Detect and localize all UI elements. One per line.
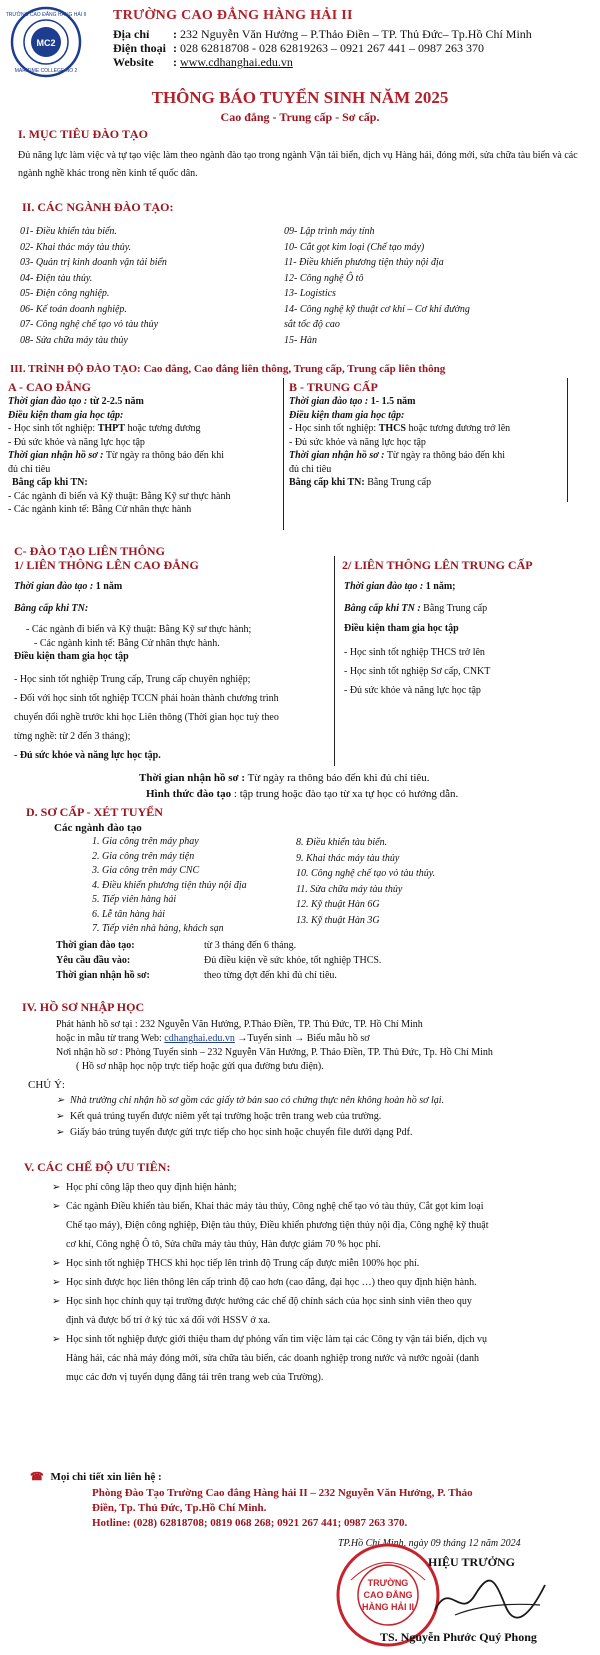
list-item: 11- Điều khiển phương tiện thủy nội địa bbox=[284, 257, 444, 268]
contact-label: Mọi chi tiết xin liên hệ : bbox=[50, 1471, 162, 1483]
so-cap-majors-label: Các ngành đào tạo bbox=[54, 822, 142, 834]
text: - Học sinh tốt nghiệp: bbox=[289, 423, 379, 434]
text: đủ chỉ tiêu bbox=[289, 463, 332, 475]
value: 1- 1.5 năm bbox=[370, 396, 416, 407]
label: Thời gian đào tạo : bbox=[344, 581, 424, 592]
svg-text:MARITIME COLLEGE NO 2: MARITIME COLLEGE NO 2 bbox=[14, 68, 78, 74]
section-5-heading: V. CÁC CHẾ ĐỘ ƯU TIÊN: bbox=[24, 1160, 171, 1174]
text: Hàng hải, các nhà máy đóng mới, sửa chữa tàu biển, các doanh nghiệp trong nước và nước ngoài (danh bbox=[66, 1353, 479, 1364]
text: Phát hành hồ sơ tại : 232 Nguyễn Văn Hưởng, P.Thảo Điền, TP. Thủ Đức, TP. Hồ Chí Minh bbox=[56, 1019, 423, 1030]
value: 1 năm; bbox=[425, 581, 456, 592]
label: Hình thức đào tạo bbox=[146, 788, 232, 800]
list-item: 10. Công nghệ chế tạo vỏ tàu thủy. bbox=[296, 868, 436, 879]
svg-text:TRƯỜNG: TRƯỜNG bbox=[367, 1578, 409, 1588]
text: Học sinh học chính quy tại trường được hưởng các chế độ chính sách của học sinh sinh viên theo quy bbox=[66, 1296, 472, 1307]
label: Điều kiện tham gia học tập: bbox=[8, 409, 124, 421]
address-value: 232 Nguyễn Văn Hưởng – P.Thảo Điền – TP. Thủ Đức– Tp.Hồ Chí Minh bbox=[180, 27, 532, 41]
lien-thong-form bbox=[146, 787, 458, 801]
text: Phòng Đào Tạo Trường Cao đẳng Hàng hải II – 232 Nguyễn Văn Hưởng, P. Thảo bbox=[92, 1487, 473, 1499]
label: Bằng cấp khi TN : bbox=[344, 602, 421, 614]
arrow-bullet-icon: ➢ bbox=[52, 1277, 61, 1288]
trung-cap-details bbox=[289, 395, 569, 490]
text: Hotline: (028) 62818708; 0819 068 268; 0921 267 441; 0987 263 370. bbox=[92, 1517, 408, 1529]
text: cơ khí, Công nghệ Ô tô, Sửa chữa máy tàu thủy, Hàn được giảm 70 % học phí. bbox=[66, 1239, 381, 1250]
school-logo bbox=[5, 6, 87, 78]
lien-thong-cd-details bbox=[14, 580, 334, 765]
list-item: 15- Hàn bbox=[284, 334, 318, 346]
text: THCS bbox=[378, 423, 406, 434]
text: Nhà trường chỉ nhận hồ sơ gồm các giấy tờ bản sao có chứng thực nên không hoàn hồ sơ lại. bbox=[70, 1095, 445, 1106]
text: - Đối với học sinh tốt nghiệp TCCN phải hoàn thành chương trình bbox=[14, 692, 279, 704]
text: Các ngành Điều khiển tàu biển, Khai thác máy tàu thủy, Công nghệ chế tạo vỏ tàu thủy, Cắt gọt kim loại bbox=[66, 1201, 484, 1212]
section-4-heading: IV. HỒ SƠ NHẬP HỌC bbox=[22, 1000, 145, 1014]
label: Yêu cầu đầu vào: bbox=[56, 955, 131, 966]
text: Học sinh được học liên thông lên cấp trình độ cao hơn (cao đẳng, đại học …) theo quy định hiện hành. bbox=[66, 1277, 477, 1288]
so-cap-title: D. SƠ CẤP - XÉT TUYỂN bbox=[26, 805, 163, 819]
text: mục các đơn vị tuyển dụng đăng tải trên trang web của Trường). bbox=[66, 1372, 324, 1383]
priority-list bbox=[52, 1178, 592, 1387]
list-item: 4. Điều khiển phương tiện thủy nội địa bbox=[92, 879, 247, 891]
lien-thong-tc-title: 2/ LIÊN THÔNG LÊN TRUNG CẤP bbox=[342, 558, 533, 572]
text: Bằng Trung cấp bbox=[420, 602, 488, 614]
lien-thong-title: C- ĐÀO TẠO LIÊN THÔNG bbox=[14, 544, 165, 558]
text: hoặc tương đương trở lên bbox=[405, 423, 511, 434]
sign-role: HIỆU TRƯỞNG bbox=[428, 1555, 516, 1569]
school-name: TRƯỜNG CAO ĐẲNG HÀNG HẢI II bbox=[113, 8, 353, 23]
section-4-body bbox=[56, 1018, 493, 1074]
label: Thời gian đào tạo: bbox=[56, 940, 135, 951]
list-item: 08- Sửa chữa máy tàu thủy bbox=[20, 334, 128, 346]
label: Thời gian đào tạo : bbox=[289, 396, 369, 407]
list-item: 06- Kế toán doanh nghiệp. bbox=[20, 303, 127, 315]
label: Thời gian đào tạo : bbox=[14, 581, 94, 592]
text: - Học sinh tốt nghiệp: bbox=[8, 423, 98, 434]
list-item: 01- Điều khiển tàu biển. bbox=[20, 226, 117, 237]
website-link[interactable]: www.cdhanghai.edu.vn bbox=[180, 55, 293, 69]
contact-label-row bbox=[30, 1470, 162, 1484]
school-website: Website : www.cdhanghai.edu.vn bbox=[113, 55, 293, 69]
text: - Các ngành kinh tế: Bằng Cử nhân thực hành bbox=[8, 504, 192, 515]
website-label: Website bbox=[113, 55, 154, 69]
text: Đủ điều kiện về sức khỏe, tốt nghiệp THCS. bbox=[204, 955, 382, 966]
svg-text:TRƯỜNG CAO ĐẲNG HÀNG HẢI II: TRƯỜNG CAO ĐẲNG HÀNG HẢI II bbox=[5, 12, 87, 18]
majors-right-list bbox=[284, 224, 470, 348]
list-item: 13- Logistics bbox=[284, 288, 336, 299]
text: ( Hồ sơ nhập học nộp trực tiếp hoặc gửi qua đường bưu điện). bbox=[76, 1061, 324, 1072]
list-item: 13. Kỹ thuật Hàn 3G bbox=[296, 914, 380, 926]
text: từng nghề: từ 2 đến 3 tháng); bbox=[14, 730, 131, 742]
contact-details bbox=[92, 1486, 572, 1531]
arrow-bullet-icon: ➢ bbox=[52, 1201, 61, 1212]
text: hoặc in mẫu từ trang Web: bbox=[56, 1033, 165, 1044]
school-phone: Điện thoại : 028 62818708 - 028 62819263 – 0921 267 441 – 0987 263 370 bbox=[113, 41, 484, 55]
label: Thời gian nhận hồ sơ : bbox=[289, 450, 385, 461]
list-item: 10- Cắt gọt kim loại (Chế tạo máy) bbox=[284, 241, 425, 253]
sign-date: TP.Hồ Chí Minh, ngày 09 tháng 12 năm 2024 bbox=[338, 1538, 521, 1549]
phone-value: 028 62818708 - 028 62819263 – 0921 267 441 – 0987 263 370 bbox=[180, 41, 484, 55]
text: Kết quả trúng tuyển được niêm yết tại trường hoặc trên trang web của trường. bbox=[70, 1111, 382, 1122]
list-item: 7. Tiếp viên nhà hàng, khách sạn bbox=[92, 923, 224, 934]
text: Từ ngày ra thông báo đến khi bbox=[384, 450, 505, 461]
list-item: 6. Lễ tân hàng hải bbox=[92, 908, 166, 920]
value: 1 năm bbox=[95, 581, 123, 592]
text: : tập trung hoặc đào tạo từ xa tự học có hướng dẫn. bbox=[231, 788, 459, 800]
list-item: 3. Gia công trên máy CNC bbox=[92, 865, 200, 876]
page-title: THÔNG BÁO TUYỂN SINH NĂM 2025 bbox=[151, 88, 449, 107]
value: từ 2-2.5 năm bbox=[89, 396, 144, 407]
label: Bằng cấp khi TN: bbox=[289, 477, 365, 488]
text: định và được bố trí ở ký túc xá đối với HSSV ở xa. bbox=[66, 1315, 271, 1326]
text: đủ chỉ tiêu bbox=[8, 463, 51, 475]
lien-thong-cd-title: 1/ LIÊN THÔNG LÊN CAO ĐẲNG bbox=[14, 558, 199, 572]
note-label: CHÚ Ý: bbox=[28, 1079, 65, 1091]
list-item: 05- Điện công nghiệp. bbox=[20, 288, 110, 299]
text: Từ ngày ra thông báo đến khi đủ chỉ tiêu. bbox=[245, 772, 430, 784]
so-cap-info bbox=[56, 938, 381, 983]
text: theo từng đợt đến khi đủ chỉ tiêu. bbox=[204, 970, 337, 981]
text: từ 3 tháng đến 6 tháng. bbox=[204, 940, 297, 951]
cao-dang-title: A - CAO ĐẲNG bbox=[8, 380, 91, 394]
list-item: 2. Gia công trên máy tiện bbox=[92, 850, 195, 862]
handwritten-signature bbox=[425, 1575, 555, 1625]
phone-label: Điện thoại bbox=[113, 41, 167, 55]
svg-text:MC2: MC2 bbox=[36, 38, 56, 48]
list-item: 02- Khai thác máy tàu thủy. bbox=[20, 241, 132, 253]
list-item: 8. Điều khiển tàu biển. bbox=[296, 837, 388, 848]
lien-thong-tc-details bbox=[344, 580, 594, 700]
text: THPT bbox=[97, 423, 125, 434]
list-item: 9. Khai thác máy tàu thủy bbox=[296, 852, 400, 864]
label: Thời gian nhận hồ sơ : bbox=[8, 450, 104, 461]
label: Điều kiện tham gia học tập bbox=[344, 623, 459, 634]
list-item: sắt tốc độ cao bbox=[284, 319, 340, 330]
arrow-bullet-icon: ➢ bbox=[52, 1296, 61, 1307]
section-3-heading: III. TRÌNH ĐỘ ĐÀO TẠO: Cao đẳng, Cao đẳng liên thông, Trung cấp, Trung cấp liên thông bbox=[10, 363, 446, 375]
text: - Các ngành kinh tế: Bằng Cử nhân thực hành. bbox=[34, 637, 220, 649]
text: Từ ngày ra thông báo đến khi bbox=[103, 450, 224, 461]
arrow-bullet-icon: ➢ bbox=[52, 1334, 61, 1345]
text: - Học sinh tốt nghiệp THCS trở lên bbox=[344, 646, 485, 658]
arrow-bullet-icon: ➢ bbox=[56, 1095, 65, 1106]
arrow-bullet-icon: ➢ bbox=[56, 1127, 65, 1138]
text: Học sinh tốt nghiệp được giới thiệu tham dự phỏng vấn tìm việc làm tại các Công ty vận tải biển, dịch vụ bbox=[66, 1334, 488, 1345]
list-item: 04- Điện tàu thủy. bbox=[20, 272, 93, 284]
arrow-bullet-icon: ➢ bbox=[52, 1182, 61, 1193]
cao-dang-details bbox=[8, 395, 283, 517]
web-link[interactable]: cdhanghai.edu.vn bbox=[164, 1033, 235, 1044]
text: Học phí công lập theo quy định hiện hành; bbox=[66, 1182, 237, 1193]
text: - Các ngành đi biển và Kỹ thuật: Bằng Kỹ sư thực hành; bbox=[26, 624, 252, 635]
page-subtitle: Cao đẳng - Trung cấp - Sơ cấp. bbox=[220, 110, 380, 124]
text: - Các ngành đi biển và Kỹ thuật: Bằng Kỹ sư thực hành bbox=[8, 490, 231, 502]
section-1-heading: I. MỤC TIÊU ĐÀO TẠO bbox=[18, 127, 148, 141]
text: Học sinh tốt nghiệp THCS khi học tiếp lên trình độ Trung cấp được miễn 100% học phí. bbox=[66, 1258, 420, 1269]
list-item: 11. Sửa chữa máy tàu thủy bbox=[296, 883, 403, 895]
text: - Đủ sức khỏe và năng lực học tập bbox=[8, 436, 145, 448]
text: - Đủ sức khỏe và năng lực học tập bbox=[289, 436, 426, 448]
list-item: 14- Công nghệ kỹ thuật cơ khí – Cơ khí đường bbox=[284, 303, 470, 315]
so-cap-left-list bbox=[92, 835, 247, 937]
phone-icon: ☎ bbox=[30, 1471, 44, 1483]
list-item: 1. Gia công trên máy phay bbox=[92, 836, 199, 847]
section-2-heading: II. CÁC NGÀNH ĐÀO TẠO: bbox=[22, 200, 174, 214]
address-label: Địa chỉ bbox=[113, 27, 150, 41]
label: Thời gian nhận hồ sơ : bbox=[139, 772, 246, 784]
text: Nơi nhận hồ sơ : Phòng Tuyển sinh – 232 Nguyễn Văn Hưởng, P. Thảo Điền, TP. Thủ Đức, Tp. Hồ Chí Minh bbox=[56, 1047, 493, 1058]
so-cap-right-list bbox=[296, 835, 435, 928]
label: Bằng cấp khi TN: bbox=[12, 477, 88, 488]
note-list bbox=[56, 1093, 444, 1141]
list-item: 12. Kỹ thuật Hàn 6G bbox=[296, 899, 380, 910]
label: Điều kiện tham gia học tập: bbox=[289, 409, 405, 421]
list-item: 09- Lập trình máy tính bbox=[284, 226, 375, 237]
label: Thời gian đào tạo : bbox=[8, 396, 88, 407]
label: Thời gian nhận hồ sơ: bbox=[56, 970, 150, 981]
text: →Tuyển sinh → Biểu mẫu hồ sơ bbox=[234, 1033, 370, 1044]
text: - Đủ sức khỏe và năng lực học tập bbox=[344, 684, 481, 696]
text: Chế tạo máy), Điện công nghiệp, Điện tàu thủy, Điều khiển phương tiện thủy nội địa, Công nghệ kỹ thuật bbox=[66, 1220, 489, 1231]
text: Điền, Tp. Thủ Đức, Tp.Hồ Chí Minh. bbox=[92, 1502, 267, 1514]
section-1-body: Đủ năng lực làm việc và tự tạo việc làm theo ngành đào tạo trong ngành Vận tải biển, dịch vụ Hàng hải, đóng mới, sửa chữa tàu biển và các ngành nghề khác trong nền kinh tế quốc dân. bbox=[18, 150, 578, 179]
svg-text:HÀNG HẢI II: HÀNG HẢI II bbox=[361, 1602, 415, 1612]
text: hoặc tương đương bbox=[124, 423, 201, 434]
list-item: 5. Tiếp viên hàng hải bbox=[92, 894, 177, 905]
text: - Học sinh tốt nghiệp Sơ cấp, CNKT bbox=[344, 665, 491, 677]
text: - Học sinh tốt nghiệp Trung cấp, Trung cấp chuyên nghiệp; bbox=[14, 673, 251, 685]
arrow-bullet-icon: ➢ bbox=[52, 1258, 61, 1269]
school-address: Địa chỉ : 232 Nguyễn Văn Hưởng – P.Thảo Điền – TP. Thủ Đức– Tp.Hồ Chí Minh bbox=[113, 27, 532, 41]
text: chuyển đổi nghề trước khi học Liên thông (Thời gian học tuỳ theo bbox=[14, 711, 279, 723]
text: - Đủ sức khỏe và năng lực học tập. bbox=[14, 749, 161, 761]
text: Giấy báo trúng tuyển được gửi trực tiếp cho học sinh hoặc chuyển file dưới dạng Pdf. bbox=[70, 1127, 413, 1138]
sign-name: TS. Nguyễn Phước Quý Phong bbox=[380, 1630, 537, 1644]
svg-text:CAO ĐẲNG: CAO ĐẲNG bbox=[363, 1590, 413, 1600]
text: Bằng Trung cấp bbox=[364, 477, 432, 488]
label: Bằng cấp khi TN: bbox=[14, 602, 89, 614]
trung-cap-title: B - TRUNG CẤP bbox=[289, 380, 378, 394]
list-item: 12- Công nghệ Ô tô bbox=[284, 272, 364, 284]
label: Điều kiện tham gia học tập bbox=[14, 651, 129, 662]
lien-thong-receive bbox=[139, 771, 430, 785]
arrow-bullet-icon: ➢ bbox=[56, 1111, 65, 1122]
list-item: 03- Quản trị kinh doanh vận tải biển bbox=[20, 257, 167, 268]
list-item: 07- Công nghệ chế tạo vỏ tàu thủy bbox=[20, 319, 159, 330]
majors-left-list bbox=[20, 224, 167, 348]
